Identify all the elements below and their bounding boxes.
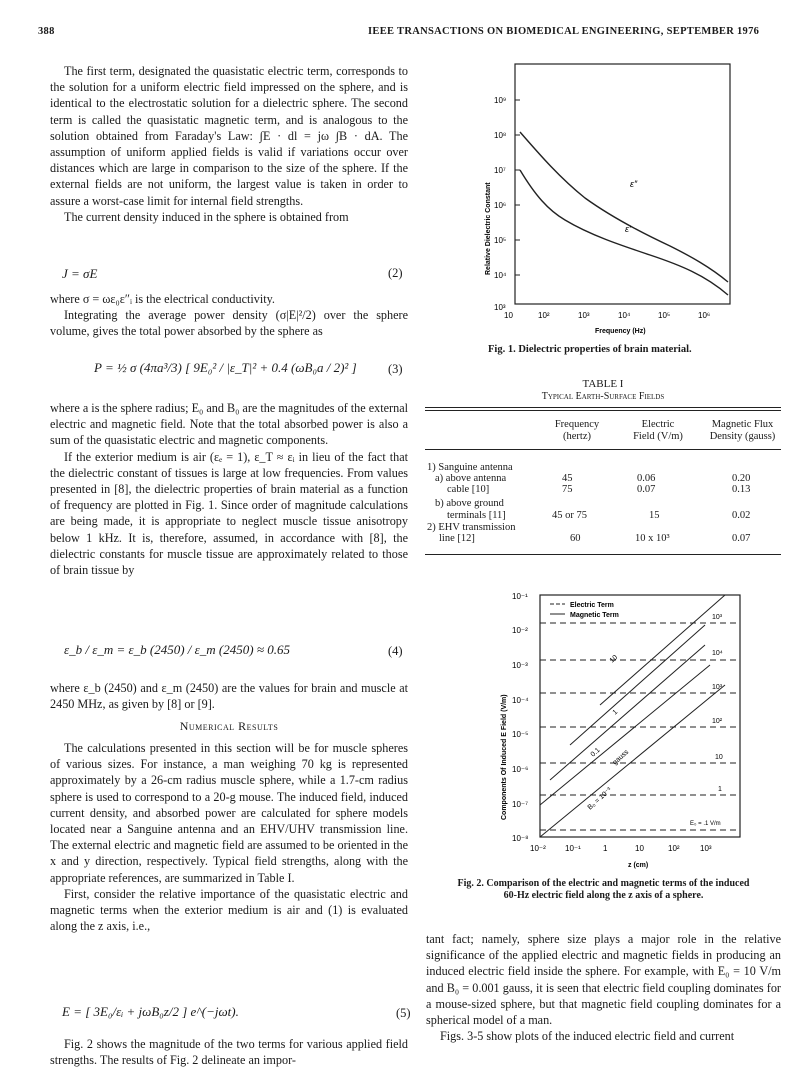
fig2-level-label: 10³ bbox=[712, 684, 723, 691]
left-column-5 bbox=[50, 740, 408, 934]
table-cell: 0.07 bbox=[637, 484, 656, 495]
fig1-chart bbox=[480, 60, 740, 350]
table-cell-label: 1) Sanguine antenna bbox=[427, 462, 513, 473]
left-column-2 bbox=[50, 291, 408, 340]
table-cell: 45 or 75 bbox=[552, 510, 587, 521]
table-row bbox=[427, 473, 783, 484]
left-column-3 bbox=[50, 400, 408, 578]
fig2-ytick: 10⁻⁴ bbox=[512, 696, 529, 705]
fig1-xtick: 10⁵ bbox=[658, 311, 671, 320]
table-header-line: Density (gauss) bbox=[709, 431, 776, 442]
fig2-xtick: 10⁻¹ bbox=[565, 844, 581, 853]
paragraph: The first term, designated the quasistatic electric term, corresponds to the solution for a uniform electric field impressed on the sphere, and is identical to the electrostatic solution for a dielectric sphere. The second term is called the quasistatic magnetic term, and is analogous to the solution obtained from Faraday's Law: ∫E · dl = jω ∫B · dA. The assumption of uniform applied fields is valid if variations occur over distances which are large in comparison to the size of the sphere. If the external fields are not uniform, the largest value is taken in order to assure a worst-case limit for internal field strengths. bbox=[50, 64, 408, 208]
table-cell: 45 bbox=[562, 473, 573, 484]
paragraph: Fig. 2 shows the magnitude of the two terms for various applied field strengths. The results of Fig. 2 delineate an impor- bbox=[50, 1037, 408, 1068]
table-cell-label: b) above ground bbox=[435, 498, 504, 509]
table-cell-label: terminals [11] bbox=[447, 510, 506, 521]
table-header-line: Electric bbox=[641, 419, 675, 430]
fig1-ytick: 10⁶ bbox=[494, 201, 507, 210]
table-cell: 0.07 bbox=[732, 533, 751, 544]
fig2-xtick: 1 bbox=[603, 844, 608, 853]
fig1-xtick: 10⁴ bbox=[618, 311, 631, 320]
table-row bbox=[427, 498, 783, 510]
fig2-ylabel: Components Of Induced E Field (V/m) bbox=[501, 694, 508, 820]
fig2-line-label: 1 bbox=[611, 708, 620, 717]
fig2-caption bbox=[426, 878, 781, 902]
section-heading: Numerical Results bbox=[179, 719, 279, 733]
equation-4: ε_b / ε_m = ε_b (2450) / ε_m (2450) ≈ 0.65 bbox=[64, 642, 290, 657]
fig1-ytick: 10⁷ bbox=[494, 166, 506, 175]
fig1-ytick: 10⁵ bbox=[494, 236, 507, 245]
fig2-caption-line: Fig. 2. Comparison of the electric and magnetic terms of the induced bbox=[457, 878, 750, 889]
table-cell: 75 bbox=[562, 484, 573, 495]
table-subtitle: Typical Earth-Surface Fields bbox=[541, 391, 665, 402]
table-cell: 0.20 bbox=[732, 473, 751, 484]
journal-header: IEEE TRANSACTIONS ON BIOMEDICAL ENGINEERING, SEPTEMBER 1976 bbox=[368, 26, 760, 37]
table-row bbox=[427, 462, 783, 473]
table-cell-label: line [12] bbox=[439, 533, 475, 544]
fig1-label-eps1: ε′ bbox=[625, 224, 631, 234]
table-cell: 0.02 bbox=[732, 510, 751, 521]
table-header-line: (hertz) bbox=[563, 431, 591, 442]
fig2-line-label: 0.1 bbox=[589, 746, 602, 759]
table-cell-label: a) above antenna bbox=[435, 473, 507, 484]
fig2-legend-magnetic: Magnetic Term bbox=[570, 612, 619, 619]
fig2-ytick: 10⁻³ bbox=[512, 661, 528, 670]
paragraph: where a is the sphere radius; E₀ and B₀ are the magnitudes of the external electric and magnetic field. Note that the total absorbed power is also a sum of the quasistatic electric and magnetic components. bbox=[50, 401, 408, 448]
paragraph: where σ = ωε₀ε″ᵢ is the electrical conductivity. bbox=[50, 292, 275, 306]
fig2-level-label: 10³ bbox=[712, 614, 723, 621]
fig2-chart bbox=[490, 585, 750, 880]
fig2-xtick: 10 bbox=[635, 844, 644, 853]
table-body bbox=[427, 462, 783, 545]
fig2-level-label: E₀ = .1 V/m bbox=[690, 821, 721, 827]
fig1-curve-eps2 bbox=[520, 132, 728, 282]
paragraph: First, consider the relative importance of the quasistatic electric and magnetic terms when the exterior medium is air and (1) is evaluated along the z axis, i.e., bbox=[50, 886, 408, 934]
table-rule-top2 bbox=[425, 410, 781, 411]
table-cell: 0.06 bbox=[637, 473, 656, 484]
fig1-yticks bbox=[515, 100, 520, 275]
fig2-level-label: 10² bbox=[712, 718, 723, 725]
page-number: 388 bbox=[38, 26, 55, 37]
fig2-ytick: 10⁻⁷ bbox=[512, 800, 529, 809]
table-rule-bottom bbox=[425, 554, 781, 555]
equation-number: (2) bbox=[388, 266, 403, 280]
table-cell-label: cable [10] bbox=[447, 484, 490, 495]
equation-number: (3) bbox=[388, 362, 403, 376]
table-title: TABLE I bbox=[582, 378, 624, 390]
table-header-electric bbox=[618, 419, 698, 443]
fig2-ytick: 10⁻² bbox=[512, 626, 528, 635]
paragraph: Figs. 3-5 show plots of the induced electric field and current bbox=[440, 1029, 735, 1044]
right-column bbox=[426, 931, 781, 1044]
fig1-ylabel: Relative Dielectric Constant bbox=[485, 182, 492, 275]
fig2-ytick: 10⁻⁸ bbox=[512, 834, 529, 843]
table-cell: 10 x 10³ bbox=[635, 533, 670, 544]
fig2-frame bbox=[540, 595, 740, 837]
fig2-xtick: 10⁻² bbox=[530, 844, 546, 853]
table-header-frequency bbox=[542, 419, 612, 443]
fig1-xtick: 10² bbox=[538, 311, 550, 320]
fig2-xtick: 10² bbox=[668, 844, 680, 853]
equation-5: E = [ 3E₀/εᵢ + jωB₀z/2 ] e^(−jωt). bbox=[62, 1004, 239, 1019]
table-header-line: Magnetic Flux bbox=[711, 419, 774, 430]
table-header-magnetic bbox=[700, 419, 785, 443]
paragraph: where ε_b (2450) and ε_m (2450) are the values for brain and muscle at 2450 MHz, as given by [8] or [9]. bbox=[50, 681, 408, 712]
fig2-legend-electric: Electric Term bbox=[570, 602, 614, 609]
fig2-line-label: 10 bbox=[608, 654, 620, 665]
fig1-ytick: 10⁸ bbox=[494, 131, 507, 140]
fig1-frame bbox=[515, 64, 730, 304]
table-rule-mid bbox=[425, 449, 781, 450]
table-row bbox=[427, 484, 783, 498]
fig1-ytick: 10³ bbox=[494, 303, 506, 312]
paragraph: tant fact; namely, sphere size plays a major role in the relative significance of the applied electric and magnetic fields in producing an induced electric field inside the sphere. For example, with E₀ = 10 V/m and B₀ = 0.001 gauss, it is seen that electric field coupling dominates for a mouse-sized sphere, but that magnetic field coupling dominates for a spherical model of a man. bbox=[426, 932, 781, 1028]
fig2-xtick: 10³ bbox=[700, 844, 712, 853]
fig2-electric-lines bbox=[540, 623, 740, 830]
paragraph: The current density induced in the sphere is obtained from bbox=[64, 209, 349, 224]
fig1-ytick: 10⁹ bbox=[494, 96, 507, 105]
fig2-xlabel: z (cm) bbox=[628, 862, 649, 869]
equation-number: (4) bbox=[388, 644, 403, 658]
table-cell: 0.13 bbox=[732, 484, 751, 495]
equation-2: J = σE bbox=[62, 266, 98, 281]
fig2-magnetic-lines bbox=[540, 595, 725, 837]
fig1-xtick: 10³ bbox=[578, 311, 590, 320]
table-cell-label: 2) EHV transmission bbox=[427, 522, 516, 533]
table-row bbox=[427, 510, 783, 522]
table-row bbox=[427, 533, 783, 545]
paragraph: The calculations presented in this section will be for muscle spheres of various sizes. For instance, a man weighing 70 kg is represented approximately by a 26-cm radius muscle sphere, while a 1.7-cm radius sphere is used to correspond to a 20-g mouse. The induced field, induced current density, and absorbed power are calculated for sphere models located near a Sanguine antenna and an EHV/UHV transmission line. The external electric and magnetic field are assumed to be oriented in the x and y direction, respectively. Typical field strengths, along with the appropriate references, are summarized in Table I. bbox=[50, 741, 408, 885]
fig2-ytick: 10⁻⁶ bbox=[512, 765, 529, 774]
fig1-xlabel: Frequency (Hz) bbox=[595, 328, 646, 335]
equation-3: P = ½ σ (4πa³/3) [ 9E₀² / |ε_T|² + 0.4 (ωB₀a / 2)² ] bbox=[94, 360, 357, 375]
fig2-level-label: 1 bbox=[718, 786, 722, 793]
paragraph: Integrating the average power density (σ|E|²/2) over the sphere volume, gives the total power absorbed by the sphere as bbox=[50, 308, 408, 339]
equation-number: (5) bbox=[396, 1006, 411, 1020]
table-cell: 15 bbox=[649, 510, 660, 521]
fig1-label-eps2: ε″ bbox=[630, 179, 638, 189]
table-header-line: Field (V/m) bbox=[633, 431, 683, 442]
table-cell: 60 bbox=[570, 533, 581, 544]
table-row bbox=[427, 522, 783, 533]
fig1-caption: Fig. 1. Dielectric properties of brain material. bbox=[488, 344, 692, 355]
fig1-curve-eps1 bbox=[520, 170, 728, 295]
left-column-4 bbox=[50, 680, 408, 712]
left-column bbox=[50, 63, 408, 225]
fig2-level-label: 10 bbox=[715, 754, 723, 761]
fig2-line-label: B₀ = 10⁻³ bbox=[586, 786, 614, 812]
left-column-6 bbox=[50, 1036, 408, 1068]
fig2-level-label: 10⁴ bbox=[712, 650, 723, 657]
fig2-ytick: 10⁻¹ bbox=[512, 592, 528, 601]
table-rule-top bbox=[425, 407, 781, 408]
paragraph: If the exterior medium is air (εₑ = 1), ε_T ≈ εᵢ in lieu of the fact that the dielectric constant of tissues is large at low frequencies. From values presented in [8], the dielectric properties of brain material as a function of frequency are plotted in Fig. 1. Since order of magnitude calculations are being made, it is appropriate to neglect muscle tissue anisotropy below 1 kHz. It is, therefore, assumed, in accordance with [8], the dielectric constants for muscle tissue are approximately related to those of brain tissue by bbox=[50, 449, 408, 578]
fig2-ytick: 10⁻⁵ bbox=[512, 730, 529, 739]
fig2-line-label: gauss bbox=[611, 748, 631, 767]
table-header-line: Frequency bbox=[554, 419, 600, 430]
fig2-caption-line: 60-Hz electric field along the z axis of a sphere. bbox=[503, 890, 704, 901]
fig1-xtick: 10 bbox=[504, 311, 513, 320]
fig1-xtick: 10⁶ bbox=[698, 311, 711, 320]
fig1-ytick: 10⁴ bbox=[494, 271, 507, 280]
